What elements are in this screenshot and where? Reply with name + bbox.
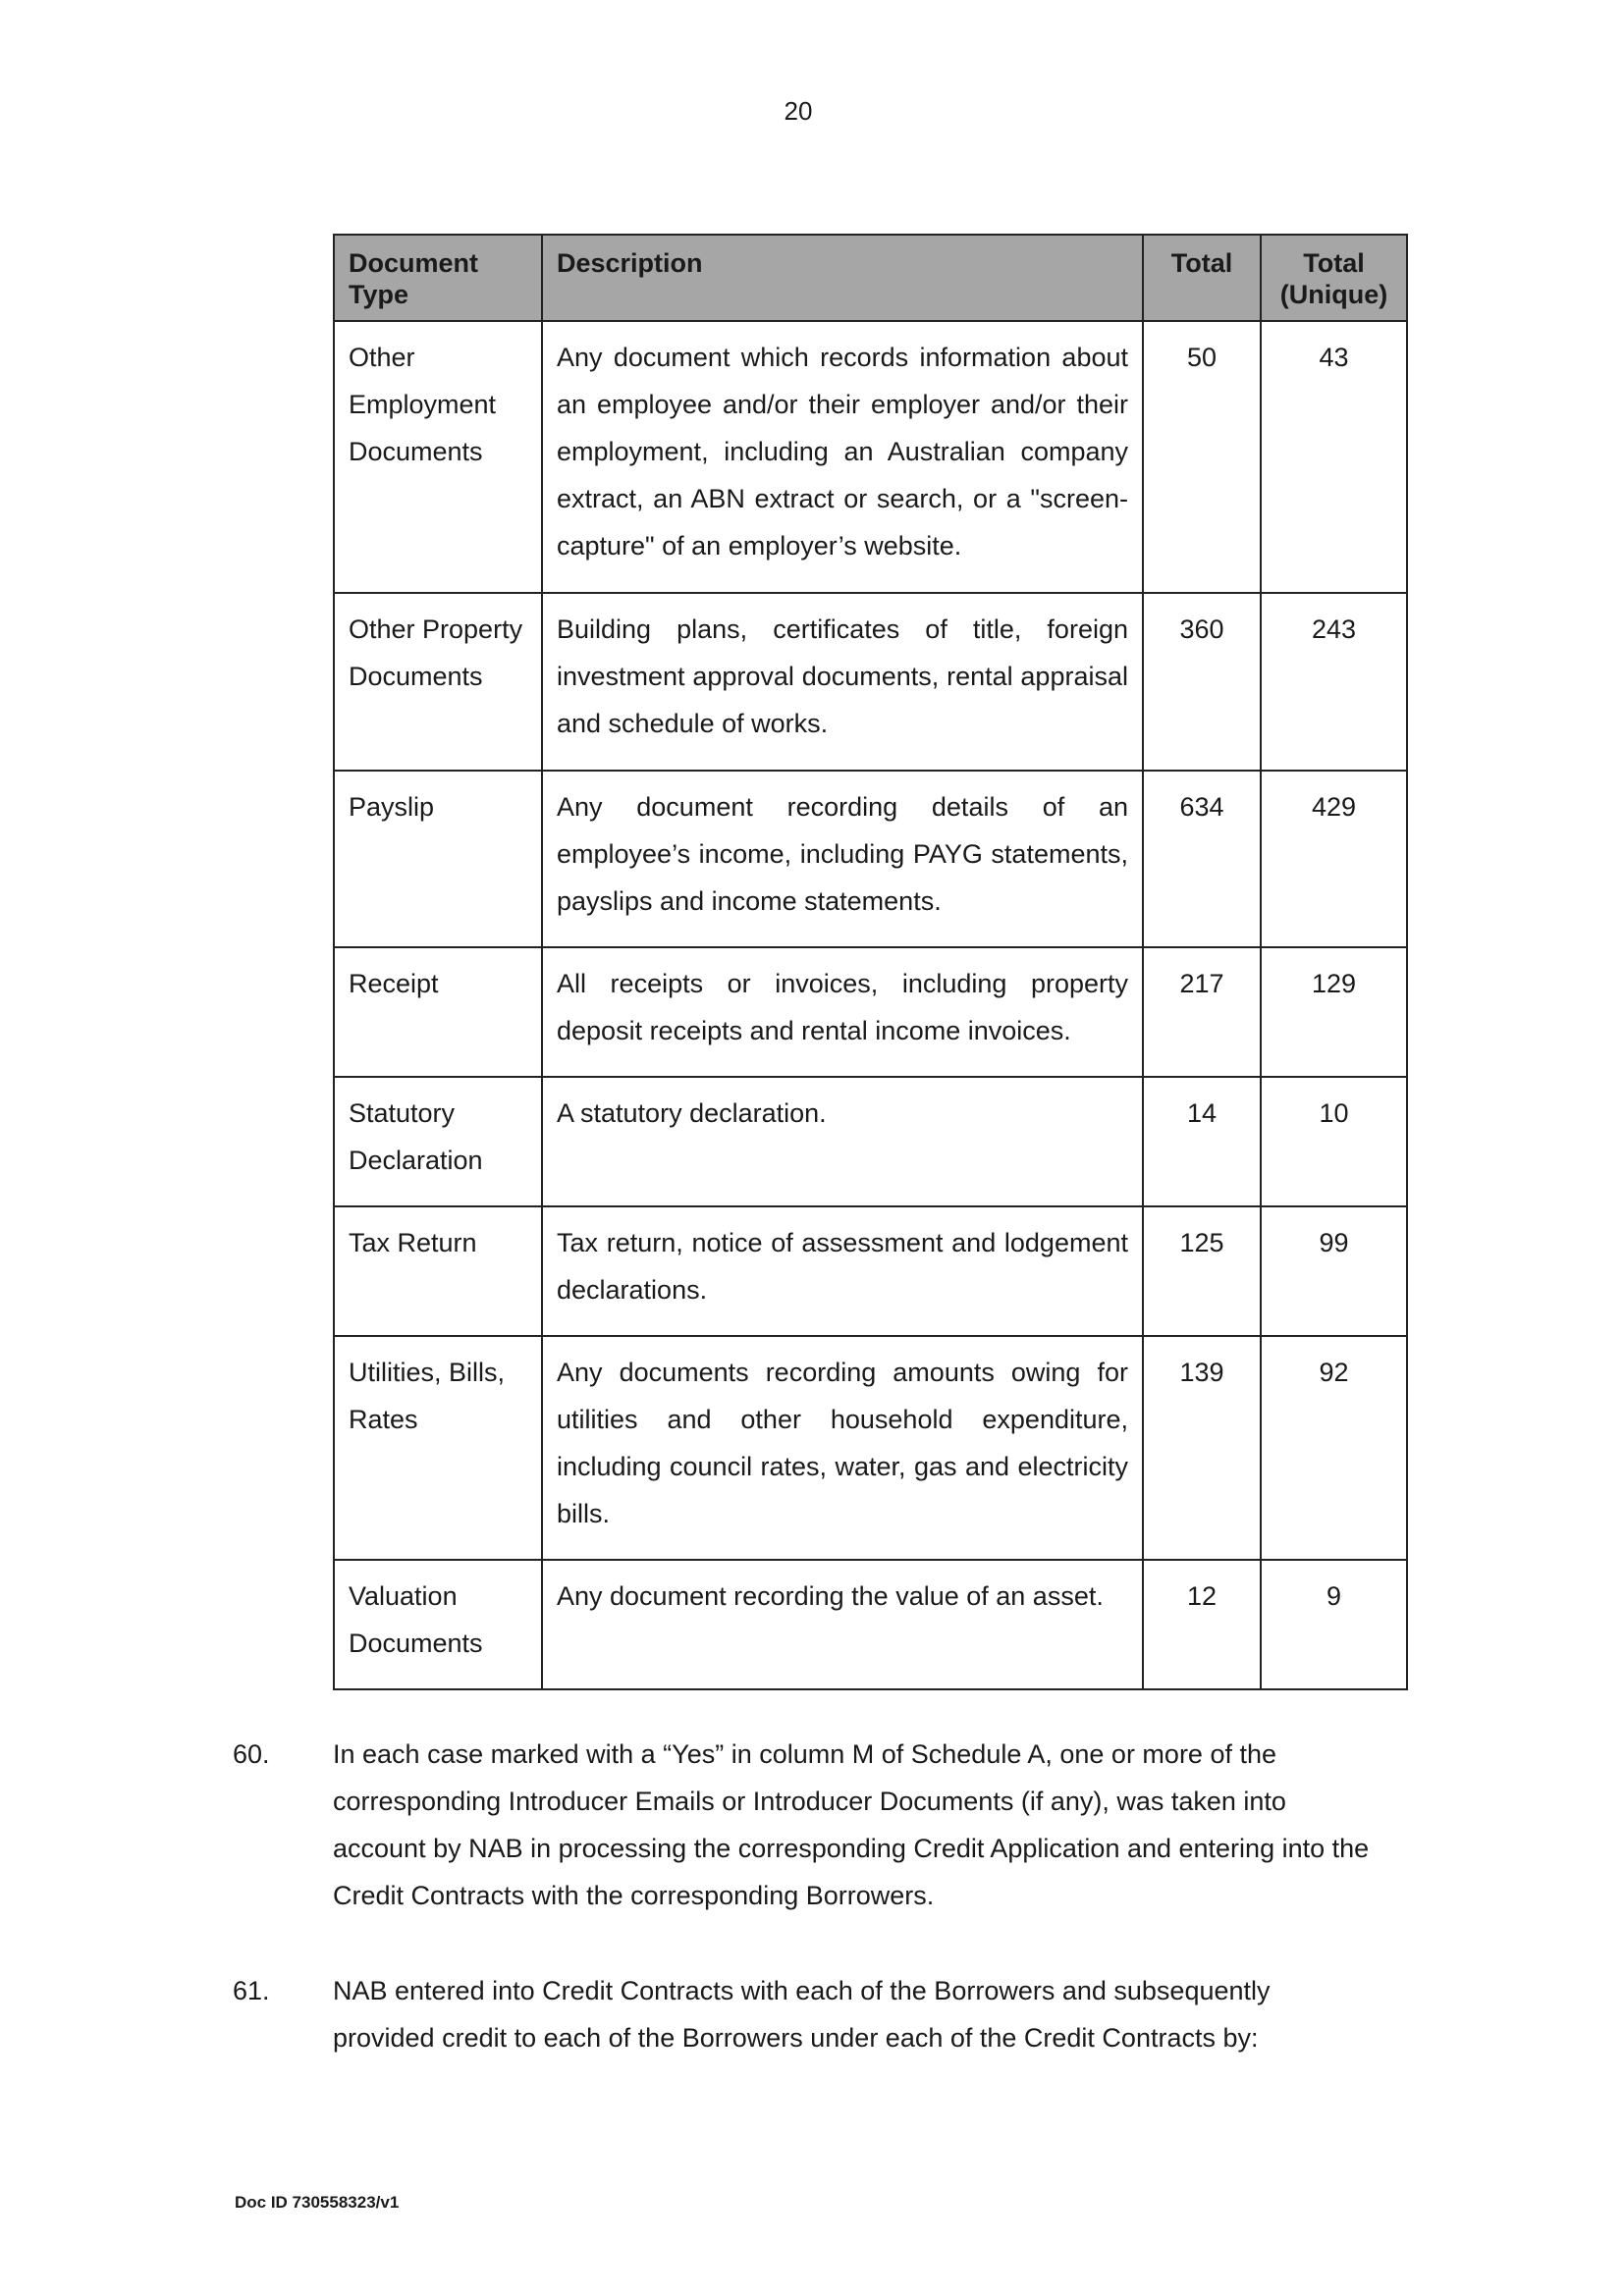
cell-description: Any documents recording amounts owing for utilities and other household expenditure, including council rates, water, gas and electricity bills. [542,1336,1143,1560]
header-total-unique: Total (Unique) [1261,235,1407,321]
cell-total-unique: 43 [1261,321,1407,593]
doc-id-footer: Doc ID 730558323/v1 [235,2193,400,2212]
cell-total: 12 [1143,1560,1261,1689]
cell-total: 634 [1143,771,1261,947]
cell-total-unique: 9 [1261,1560,1407,1689]
table-row [334,593,1407,771]
cell-document-type: Valuation Documents [334,1560,542,1689]
paragraph-61 [233,1967,1372,2061]
cell-description: A statutory declaration. [542,1077,1143,1206]
cell-total-unique: 243 [1261,593,1407,771]
cell-total: 217 [1143,947,1261,1077]
table-row [334,1560,1407,1689]
header-total: Total [1143,235,1261,321]
cell-document-type: Other Employment Documents [334,321,542,593]
table-row [334,1336,1407,1560]
paragraph-number: 61. [233,1976,270,2005]
cell-description: Any document which records information about an employee and/or their employer and/or their employment, including an Australian company extract, an ABN extract or search, or a "screen-capture" of an employer’s website. [542,321,1143,593]
cell-total: 14 [1143,1077,1261,1206]
table-row [334,1206,1407,1336]
cell-document-type: Tax Return [334,1206,542,1336]
cell-document-type: Payslip [334,771,542,947]
table-row [334,771,1407,947]
cell-total-unique: 92 [1261,1336,1407,1560]
cell-document-type: Receipt [334,947,542,1077]
cell-description: Any document recording the value of an asset. [542,1560,1143,1689]
cell-description: Tax return, notice of assessment and lodgement declarations. [542,1206,1143,1336]
cell-description: All receipts or invoices, including property deposit receipts and rental income invoices. [542,947,1143,1077]
header-description: Description [542,235,1143,321]
paragraph-60 [233,1731,1372,1919]
cell-total-unique: 429 [1261,771,1407,947]
cell-total-unique: 129 [1261,947,1407,1077]
cell-description: Building plans, certificates of title, foreign investment approval documents, rental appraisal and schedule of works. [542,593,1143,771]
cell-total: 360 [1143,593,1261,771]
cell-document-type: Statutory Declaration [334,1077,542,1206]
page-number: 20 [784,96,813,126]
paragraph-text: In each case marked with a “Yes” in column M of Schedule A, one or more of the corresponding Introducer Emails or Introducer Documents (if any), was taken into account by NAB in processing the corresponding Credit Application and entering into the Credit Contracts with the corresponding Borrowers. [333,1739,1370,1910]
table-row [334,947,1407,1077]
paragraph-text: NAB entered into Credit Contracts with each of the Borrowers and subsequently provided credit to each of the Borrowers under each of the Credit Contracts by: [333,1976,1271,2053]
table-row [334,321,1407,593]
cell-document-type: Utilities, Bills, Rates [334,1336,542,1560]
document-type-table [333,234,1408,1690]
cell-description: Any document recording details of an employee’s income, including PAYG statements, payslips and income statements. [542,771,1143,947]
cell-total: 125 [1143,1206,1261,1336]
table-header-row [334,235,1407,321]
table-row [334,1077,1407,1206]
header-document-type: Document Type [334,235,542,321]
cell-total: 139 [1143,1336,1261,1560]
cell-total-unique: 10 [1261,1077,1407,1206]
cell-total: 50 [1143,321,1261,593]
cell-total-unique: 99 [1261,1206,1407,1336]
cell-document-type: Other Property Documents [334,593,542,771]
paragraph-number: 60. [233,1739,270,1769]
